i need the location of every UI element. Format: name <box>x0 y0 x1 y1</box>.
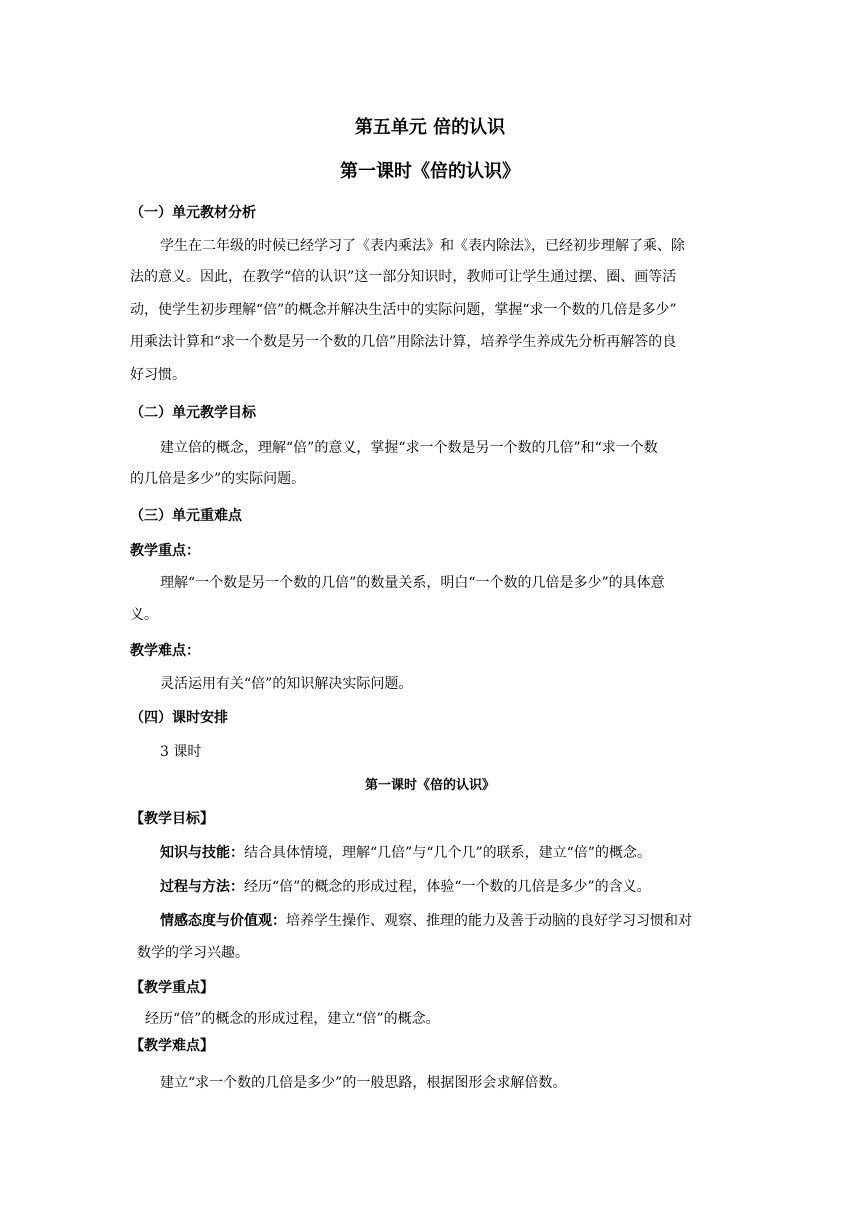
goal-process <box>160 878 770 896</box>
schedule-text: 3 课时 <box>160 744 202 760</box>
lesson-title: 第一课时《倍的认识》 <box>364 778 495 793</box>
goal-attitude <box>160 912 770 930</box>
difficulty-heading: 【教学难点】 <box>130 1038 214 1054</box>
paragraph-line: 好习惯。 <box>130 367 186 383</box>
goals-heading: 【教学目标】 <box>130 811 214 827</box>
goal-label: 情感态度与价值观： <box>160 913 286 929</box>
section-heading-key-points: （三）单元重难点 <box>130 508 242 524</box>
paragraph-line: 学生在二年级的时候已经学习了《表内乘法》和《表内除法》，已经初步理解了乘、除 <box>160 238 685 254</box>
goal-knowledge <box>160 844 770 862</box>
section-heading-schedule: （四）课时安排 <box>130 710 228 726</box>
paragraph-line: 理解“一个数是另一个数的几倍”的数量关系，明白“一个数的几倍是多少”的具体意 <box>160 575 665 591</box>
difficulty-text: 建立“求一个数的几倍是多少”的一般思路，根据图形会求解倍数。 <box>160 1075 567 1091</box>
key-point-label: 教学重点： <box>130 543 200 559</box>
key-heading: 【教学重点】 <box>130 980 214 996</box>
paragraph-line: 数学的学习兴趣。 <box>137 945 249 961</box>
key-text: 经历“倍”的概念的形成过程，建立“倍”的概念。 <box>145 1011 440 1027</box>
lesson-subtitle: 第一课时《倍的认识》 <box>340 161 520 182</box>
unit-title: 第五单元 倍的认识 <box>354 117 506 138</box>
paragraph-line: 动，使学生初步理解“倍”的概念并解决生活中的实际问题，掌握“求一个数的几倍是多少” <box>130 302 677 318</box>
goal-label: 知识与技能： <box>160 845 244 861</box>
section-heading-analysis: （一）单元教材分析 <box>130 205 256 221</box>
goal-text: 结合具体情境，理解“几倍”与“几个几”的联系，建立“倍”的概念。 <box>244 845 651 861</box>
difficulty-label: 教学难点： <box>130 643 200 659</box>
paragraph-line: 的几倍是多少”的实际问题。 <box>130 471 306 487</box>
paragraph-line: 法的意义。因此，在教学“倍的认识”这一部分知识时，教师可让学生通过摆、圈、画等活 <box>130 269 677 285</box>
paragraph-line: 建立倍的概念，理解“倍”的意义，掌握“求一个数是另一个数的几倍”和“求一个数 <box>160 440 658 456</box>
paragraph-line: 义。 <box>130 607 158 623</box>
section-heading-goals: （二）单元教学目标 <box>130 405 256 421</box>
goal-text: 经历“倍”的概念的形成过程，体验“一个数的几倍是多少”的含义。 <box>244 879 651 895</box>
goal-label: 过程与方法： <box>160 879 244 895</box>
paragraph-line: 灵活运用有关“倍”的知识解决实际问题。 <box>160 676 413 692</box>
paragraph-line: 用乘法计算和“求一个数是另一个数的几倍”用除法计算，培养学生养成先分析再解答的良 <box>130 334 677 350</box>
goal-text: 培养学生操作、观察、推理的能力及善于动脑的良好学习习惯和对 <box>286 913 692 929</box>
